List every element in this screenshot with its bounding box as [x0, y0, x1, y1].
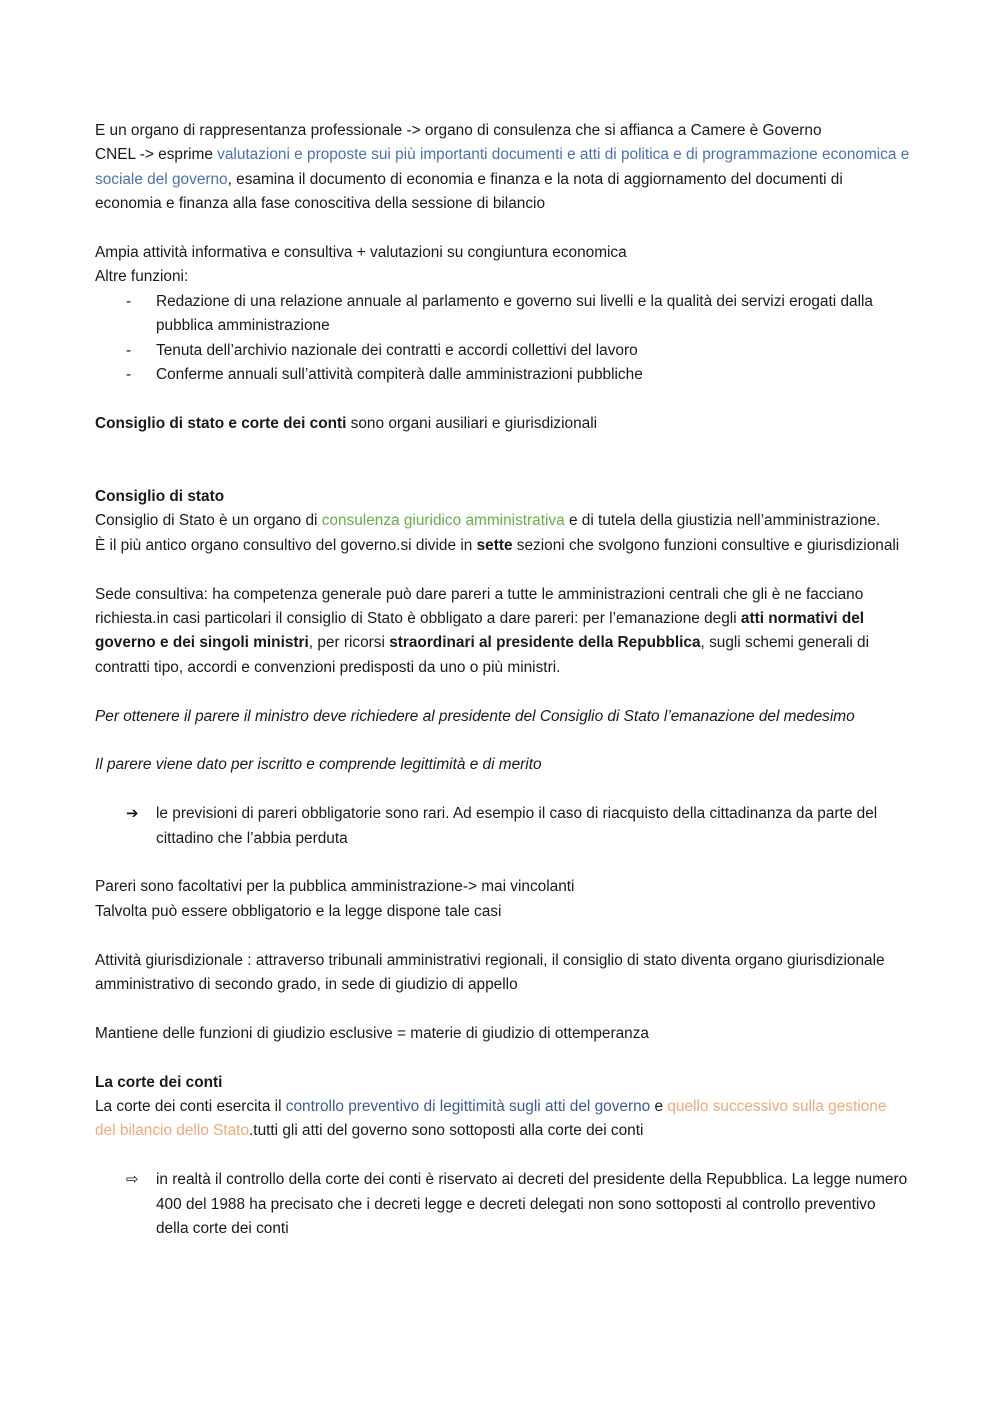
arrow-list-pareri	[95, 802, 910, 851]
paragraph-pareri-facoltativi: Pareri sono facoltativi per la pubblica amministrazione-> mai vincolanti	[95, 878, 575, 896]
outline-arrow-right-icon: ⇨	[126, 1171, 139, 1189]
paragraph-organi-ausiliari	[95, 412, 910, 436]
paragraph-cnel	[95, 143, 910, 216]
heading-corte-dei-conti: La corte dei conti	[95, 1073, 223, 1091]
organi-rest: sono organi ausiliari e giurisdizionali	[346, 414, 598, 432]
list-item-text: in realtà il controllo della corte dei conti è riservato ai decreti del presidente della Repubblica. La legge numero 400 del 1988 ha precisato che i decreti legge e decreti delegati non sono sottoposti al controllo preventivo della corte dei conti	[156, 1171, 908, 1238]
paragraph-cds-definizione: Consiglio di Stato è un organo di consulenza giuridico amministrativa e di tutela della giustizia nell’amministrazione.	[95, 512, 881, 530]
list-item-text: Redazione di una relazione annuale al parlamento e governo sui livelli e la qualità dei servizi erogati dalla pubblica amministrazione	[156, 292, 873, 335]
list-item	[95, 1168, 910, 1241]
sette-bold: sette	[476, 536, 513, 554]
list-item	[95, 290, 910, 339]
paragraph-cdc-controllo: La corte dei conti esercita il controllo preventivo di legittimità sugli atti del governo e quello successivo sulla gestione del bilancio dello Stato.tutti gli atti del governo sono sottoposti alla corte dei conti	[95, 1098, 887, 1140]
funzioni-list	[95, 290, 910, 388]
list-item	[95, 339, 910, 363]
dash-bullet: -	[126, 366, 132, 384]
arrow-list-corte	[95, 1168, 910, 1241]
paragraph-cds-sezioni: È il più antico organo consultivo del governo.si divide in sette sezioni che svolgono funzioni consultive e giurisdizionali	[95, 536, 900, 554]
cnel-text: CNEL -> esprime	[95, 146, 218, 164]
dash-bullet: -	[126, 341, 132, 359]
paragraph-intro-line: E un organo di rappresentanza professionale -> organo di consulenza che si affianca a Camere è Governo	[95, 122, 822, 139]
paragraph-sede-consultiva: Sede consultiva: ha competenza generale può dare pareri a tutte le amministrazioni centrali che gli è ne facciano richiesta.in casi particolari il consiglio di Stato è obbligato a dare pareri: per l’emanazione degli atti normativi del governo e dei singoli ministri, per ricorsi straordinari al presidente della Repubblica, sugli schemi generali di contratti tipo, accordi e convenzioni predisposti da uno o più ministri.	[95, 585, 870, 676]
paragraph-mantiene: Mantiene delle funzioni di giudizio esclusive = materie di giudizio di ottemperanza	[95, 1024, 649, 1042]
paragraph-parere-iscritto: Il parere viene dato per iscritto e comprende legittimità e di merito	[95, 756, 542, 774]
paragraph-attivita-giurisdizionale: Attività giurisdizionale : attraverso tribunali amministrativi regionali, il consiglio di stato diventa organo giurisdizionale amministrativo di secondo grado, in sede di giudizio di appello	[95, 951, 885, 994]
list-item	[95, 363, 910, 387]
document-body	[95, 119, 910, 1242]
cdc-highlight-preventivo: controllo preventivo di legittimità sugli atti del governo	[285, 1098, 651, 1116]
list-item-text: Conferme annuali sull’attività compiterà dalle amministrazioni pubbliche	[156, 366, 643, 384]
cds-highlight: consulenza giuridico amministrativa	[321, 512, 565, 530]
paragraph-parere-ministro: Per ottenere il parere il ministro deve richiedere al presidente del Consiglio di Stato l’emanazione del medesimo	[95, 707, 855, 725]
list-item	[95, 802, 910, 851]
cdc-highlight-successivo: quello successivo sulla gestione del bilancio dello Stato	[95, 1098, 887, 1140]
organi-bold: Consiglio di stato e corte dei conti	[95, 414, 347, 432]
list-item-text: Tenuta dell’archivio nazionale dei contratti e accordi collettivi del lavoro	[156, 341, 638, 359]
paragraph-attivita: Ampia attività informativa e consultiva + valutazioni su congiuntura economica	[95, 244, 627, 262]
cnel-highlight: valutazioni e proposte sui più importanti documenti e atti di politica e di programmazione economica e sociale del governo	[95, 146, 910, 188]
dash-bullet: -	[126, 292, 132, 310]
list-item-text: le previsioni di pareri obbligatorie sono rari. Ad esempio il caso di riacquisto della cittadinanza da parte del cittadino che l’abbia perduta	[156, 805, 878, 847]
arrow-right-icon: ➔	[126, 805, 139, 823]
cnel-text-rest: , esamina il documento di economia e finanza e la nota di aggiornamento del documenti di economia e finanza alla fase conoscitiva della sessione di bilancio	[95, 170, 843, 213]
paragraph-altre-funzioni: Altre funzioni:	[95, 268, 189, 286]
paragraph-pareri-obbligatorio: Talvolta può essere obbligatorio e la legge dispone tale casi	[95, 902, 502, 920]
heading-consiglio-di-stato: Consiglio di stato	[95, 488, 225, 506]
